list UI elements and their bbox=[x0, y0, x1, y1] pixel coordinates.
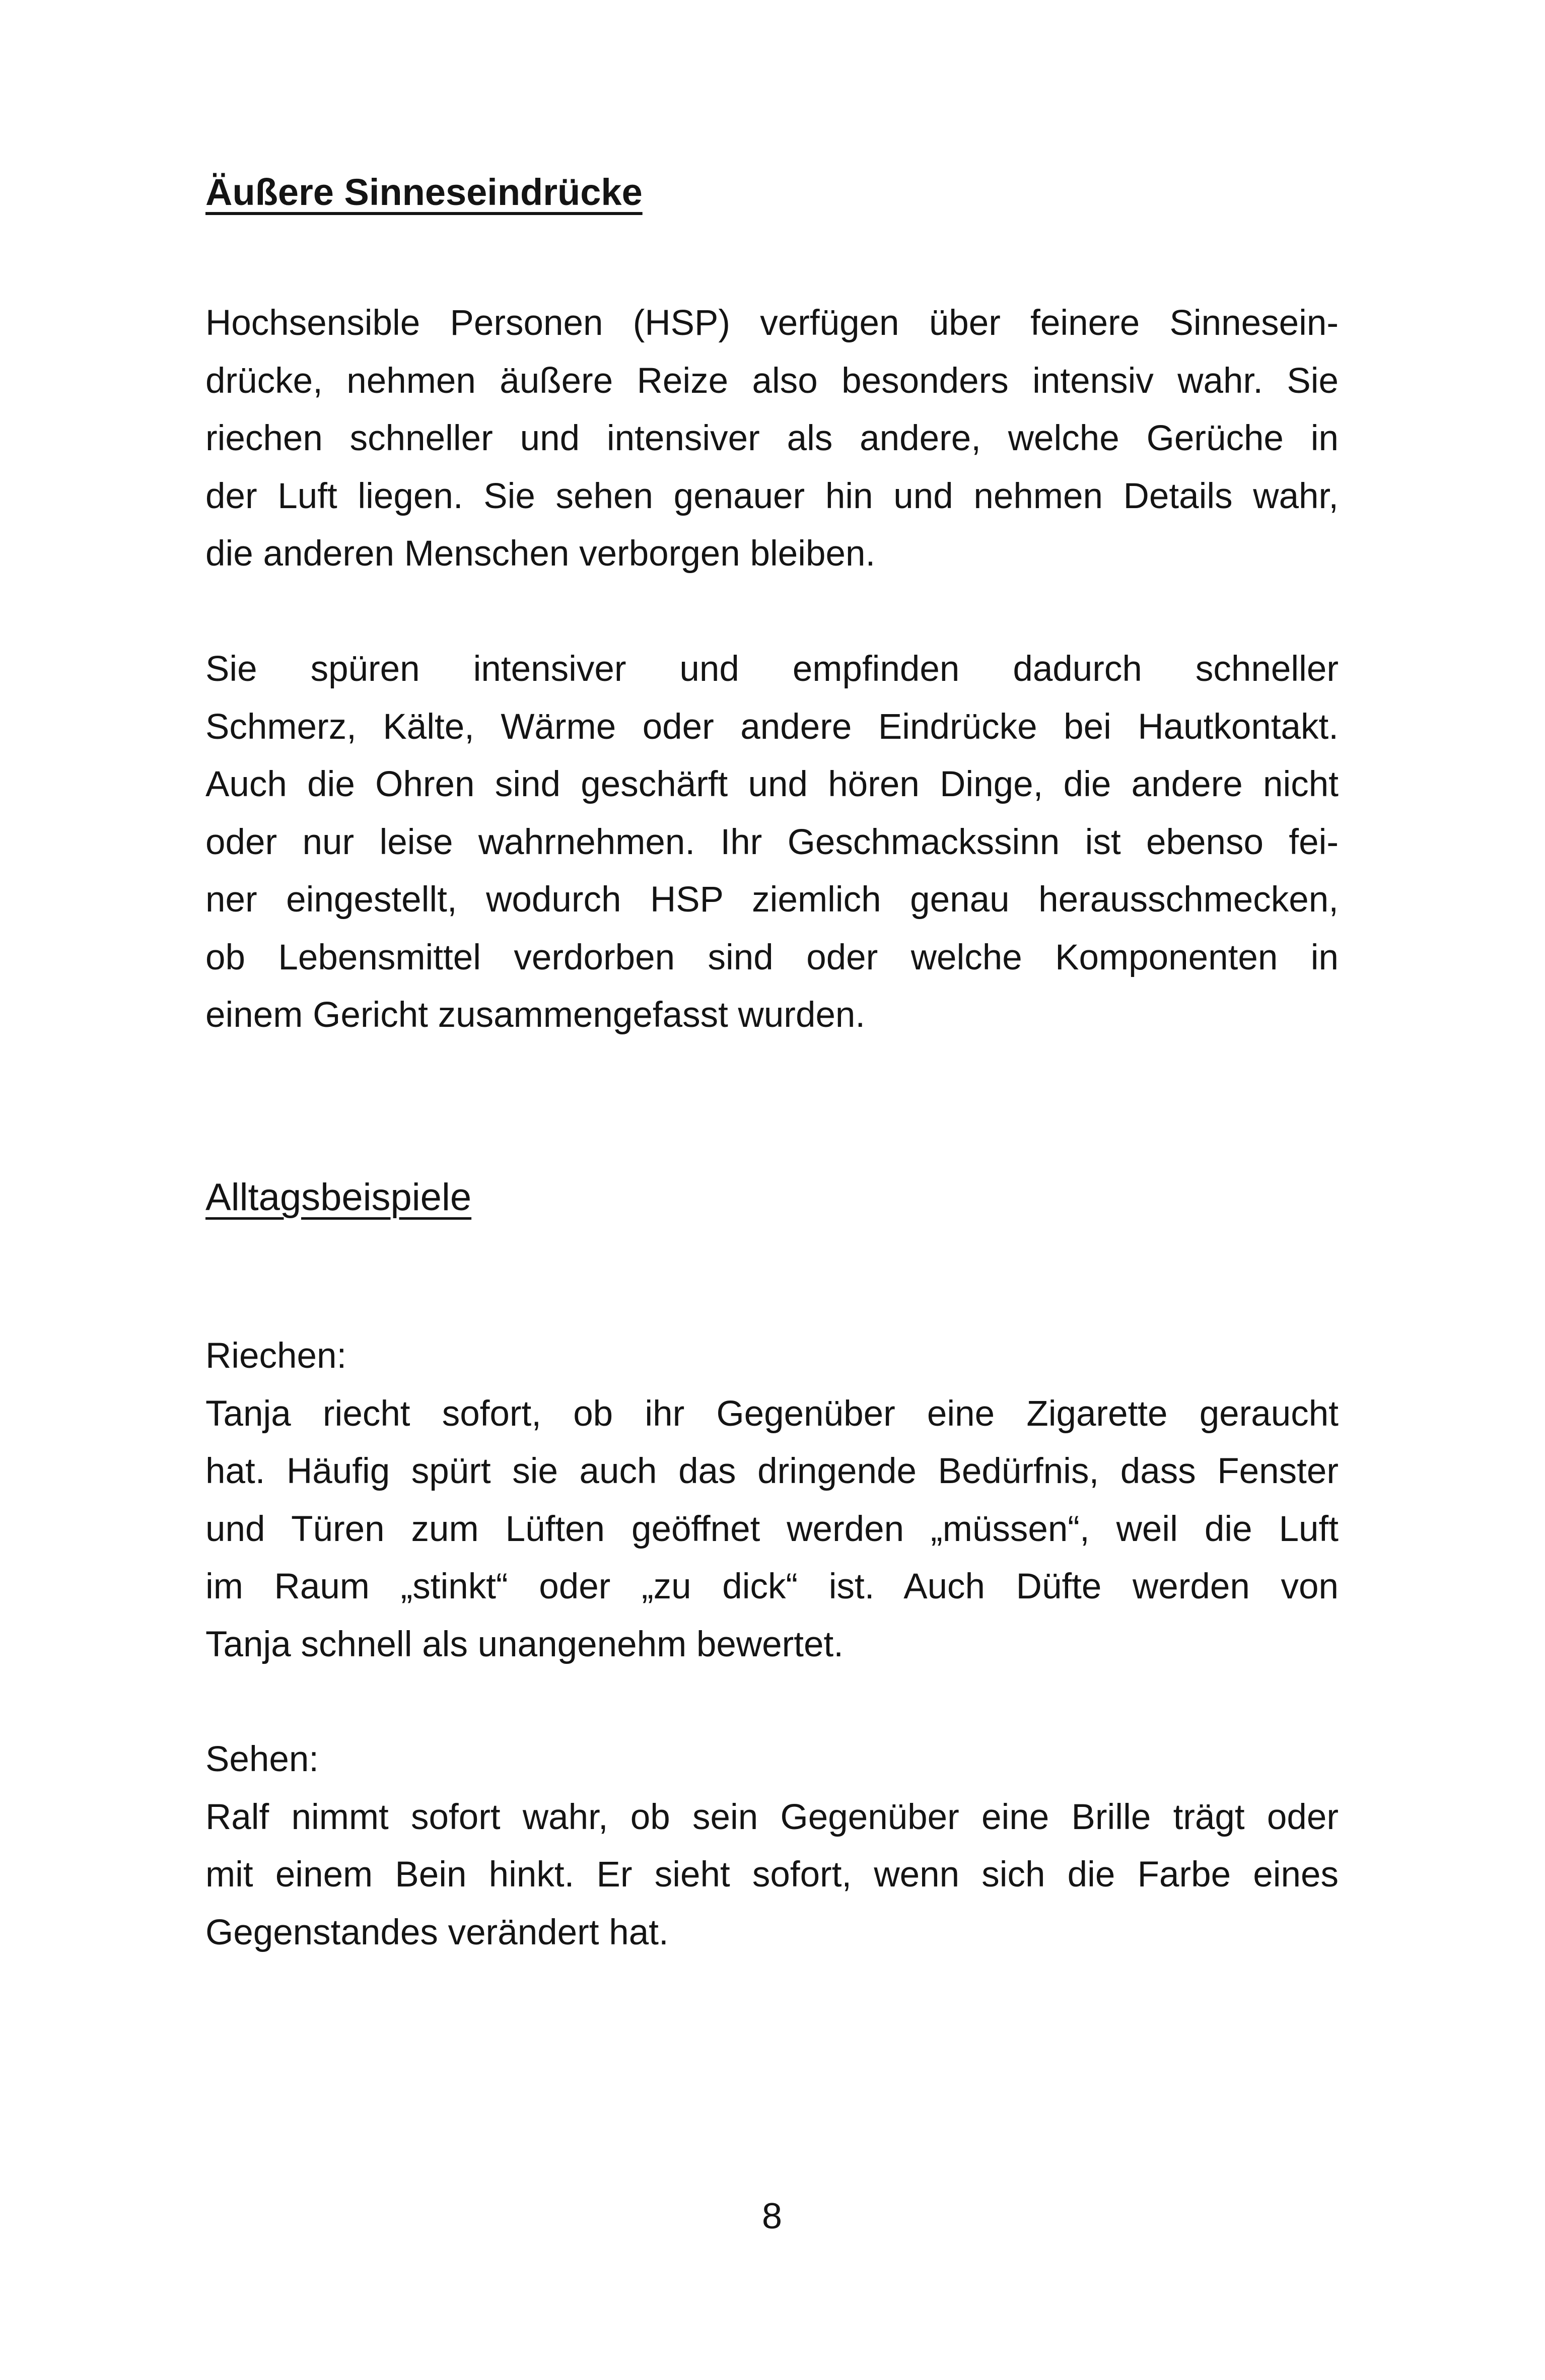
text-line: mit einem Bein hinkt. Er sieht sofort, wenn sich die Farbe eines bbox=[205, 1855, 1339, 1895]
text-line: hat. Häufig spürt sie auch das dringende Bedürfnis, dass Fenster bbox=[205, 1451, 1339, 1491]
text-line: Auch die Ohren sind geschärft und hören Dinge, die andere nicht bbox=[205, 764, 1339, 804]
example-label: Riechen: bbox=[205, 1336, 347, 1376]
text-line: Tanja riecht sofort, ob ihr Gegenüber eine Zigarette geraucht bbox=[205, 1393, 1339, 1434]
text-line: einem Gericht zusammengefasst wurden. bbox=[205, 995, 866, 1035]
text-line: riechen schneller und intensiver als andere, welche Gerüche in bbox=[205, 418, 1339, 458]
book-page bbox=[205, 0, 1339, 2380]
example-smell bbox=[205, 1327, 1339, 1673]
text-line: Gegenstandes verändert hat. bbox=[205, 1912, 669, 1952]
paragraph-sensory-impressions bbox=[205, 295, 1339, 583]
text-line: oder nur leise wahrnehmen. Ihr Geschmackssinn ist ebenso fei- bbox=[205, 822, 1339, 862]
paragraph-senses-detail bbox=[205, 641, 1339, 1044]
text-line: ner eingestellt, wodurch HSP ziemlich genau herausschmecken, bbox=[205, 880, 1339, 920]
text-line: im Raum „stinkt“ oder „zu dick“ ist. Auch Düfte werden von bbox=[205, 1567, 1339, 1606]
text-line: drücke, nehmen äußere Reize also besonders intensiv wahr. Sie bbox=[205, 361, 1339, 401]
text-line: Ralf nimmt sofort wahr, ob sein Gegenüber eine Brille trägt oder bbox=[205, 1797, 1339, 1837]
text-line: der Luft liegen. Sie sehen genauer hin und nehmen Details wahr, bbox=[205, 476, 1339, 516]
subheading-everyday-examples: Alltagsbeispiele bbox=[205, 1176, 472, 1219]
text-line: Tanja schnell als unangenehm bewertet. bbox=[205, 1624, 844, 1664]
text-line: die anderen Menschen verborgen bleiben. bbox=[205, 534, 876, 574]
page-number: 8 bbox=[761, 2196, 783, 2236]
text-line: und Türen zum Lüften geöffnet werden „müssen“, weil die Luft bbox=[205, 1509, 1339, 1549]
text-line: Schmerz, Kälte, Wärme oder andere Eindrücke bei Hautkontakt. bbox=[205, 707, 1339, 747]
example-label: Sehen: bbox=[205, 1739, 319, 1779]
section-heading: Äußere Sinneseindrücke bbox=[205, 171, 643, 213]
text-line: ob Lebensmittel verdorben sind oder welche Komponenten in bbox=[205, 937, 1339, 977]
text-line: Hochsensible Personen (HSP) verfügen über feinere Sinnesein- bbox=[205, 303, 1339, 343]
text-line: Sie spüren intensiver und empfinden dadurch schneller bbox=[205, 649, 1339, 689]
example-sight bbox=[205, 1731, 1339, 1962]
